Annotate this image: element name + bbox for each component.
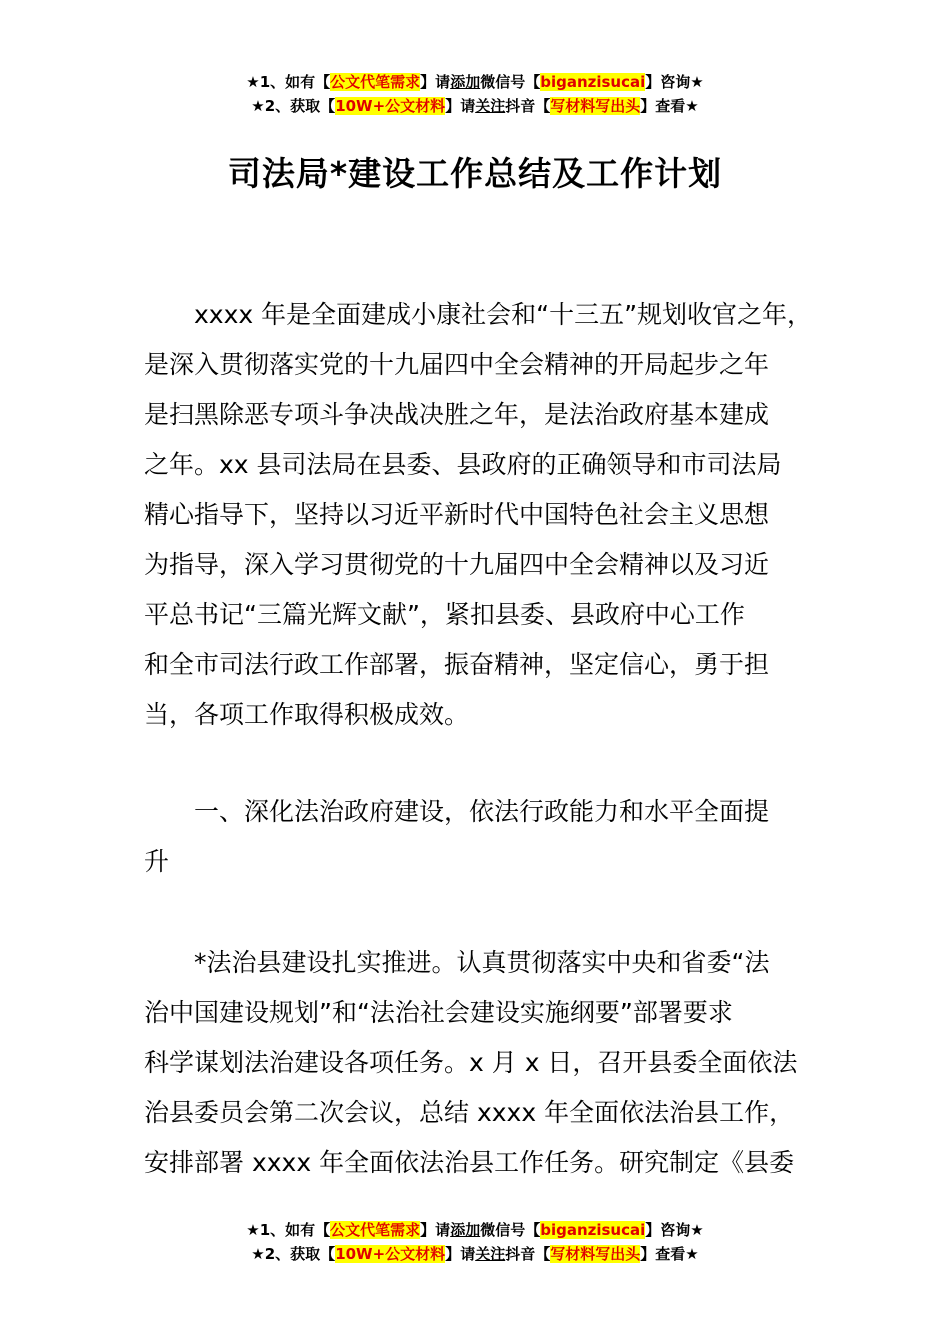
promo-highlight: 10W+公文材料	[335, 97, 446, 115]
promo-highlight: 公文代笔需求	[330, 1221, 421, 1239]
promo-highlight: biganzisucai	[540, 1221, 646, 1239]
paragraph-intro	[144, 290, 834, 740]
promo-text: ★1、如有【	[246, 73, 331, 91]
promo-text: 】查看★	[640, 97, 699, 115]
promo-highlight: 10W+公文材料	[335, 1245, 446, 1263]
text-line: xxxx 年是全面建成小康社会和“十三五”规划收官之年，	[144, 300, 813, 329]
promo-text: 】请	[445, 97, 476, 115]
section-heading-1	[144, 787, 834, 887]
promo-line-1	[0, 70, 950, 94]
text-line: *法治县建设扎实推进。认真贯彻落实中央和省委“法	[144, 948, 770, 977]
promo-text: 抖音【	[505, 1245, 551, 1263]
promo-text: ★2、获取【	[251, 1245, 336, 1263]
text-line: 和全市司法行政工作部署，振奋精神，坚定信心，勇于担	[144, 650, 770, 679]
promo-highlight: biganzisucai	[540, 73, 646, 91]
promo-underline: 添加	[450, 73, 481, 91]
promo-text: 】查看★	[640, 1245, 699, 1263]
text-line: 一、深化法治政府建设，依法行政能力和水平全面提	[144, 797, 770, 826]
text-line: 为指导，深入学习贯彻党的十九届四中全会精神以及习近	[144, 550, 770, 579]
promo-banner-top	[0, 70, 950, 118]
promo-text: 微信号【	[480, 73, 541, 91]
text-line: 当，各项工作取得积极成效。	[144, 700, 470, 729]
promo-underline: 添加	[450, 1221, 481, 1239]
promo-text: 】请	[420, 1221, 451, 1239]
promo-banner-bottom	[0, 1218, 950, 1266]
paragraph-rule-of-law	[144, 938, 834, 1188]
text-line: 科学谋划法治建设各项任务。x 月 x 日，召开县委全面依法	[144, 1048, 798, 1077]
text-line: 治中国建设规划”和“法治社会建设实施纲要”部署要求	[144, 998, 733, 1027]
text-line: 之年。xx 县司法局在县委、县政府的正确领导和市司法局	[144, 450, 782, 479]
text-line: 治县委员会第二次会议，总结 xxxx 年全面依法治县工作，	[144, 1098, 795, 1127]
promo-line-1	[0, 1218, 950, 1242]
text-line: 是深入贯彻落实党的十九届四中全会精神的开局起步之年	[144, 350, 770, 379]
text-line: 是扫黑除恶专项斗争决战决胜之年，是法治政府基本建成	[144, 400, 770, 429]
promo-line-2	[0, 94, 950, 118]
text-line: 安排部署 xxxx 年全面依法治县工作任务。研究制定《县委	[144, 1148, 795, 1177]
promo-text: 】请	[420, 73, 451, 91]
text-line: 平总书记“三篇光辉文献”，紧扣县委、县政府中心工作	[144, 600, 745, 629]
text-line: 精心指导下，坚持以习近平新时代中国特色社会主义思想	[144, 500, 770, 529]
promo-text: 】请	[445, 1245, 476, 1263]
promo-line-2	[0, 1242, 950, 1266]
promo-text: ★2、获取【	[251, 97, 336, 115]
promo-text: 抖音【	[505, 97, 551, 115]
promo-underline: 关注	[475, 1245, 506, 1263]
promo-text: 微信号【	[480, 1221, 541, 1239]
promo-underline: 关注	[475, 97, 506, 115]
promo-text: 】咨询★	[645, 73, 704, 91]
text-line: 升	[144, 847, 170, 876]
document-title: 司法局*建设工作总结及工作计划	[227, 154, 723, 193]
promo-highlight: 公文代笔需求	[330, 73, 421, 91]
promo-highlight: 写材料写出头	[550, 97, 641, 115]
promo-highlight: 写材料写出头	[550, 1245, 641, 1263]
promo-text: 】咨询★	[645, 1221, 704, 1239]
promo-text: ★1、如有【	[246, 1221, 331, 1239]
